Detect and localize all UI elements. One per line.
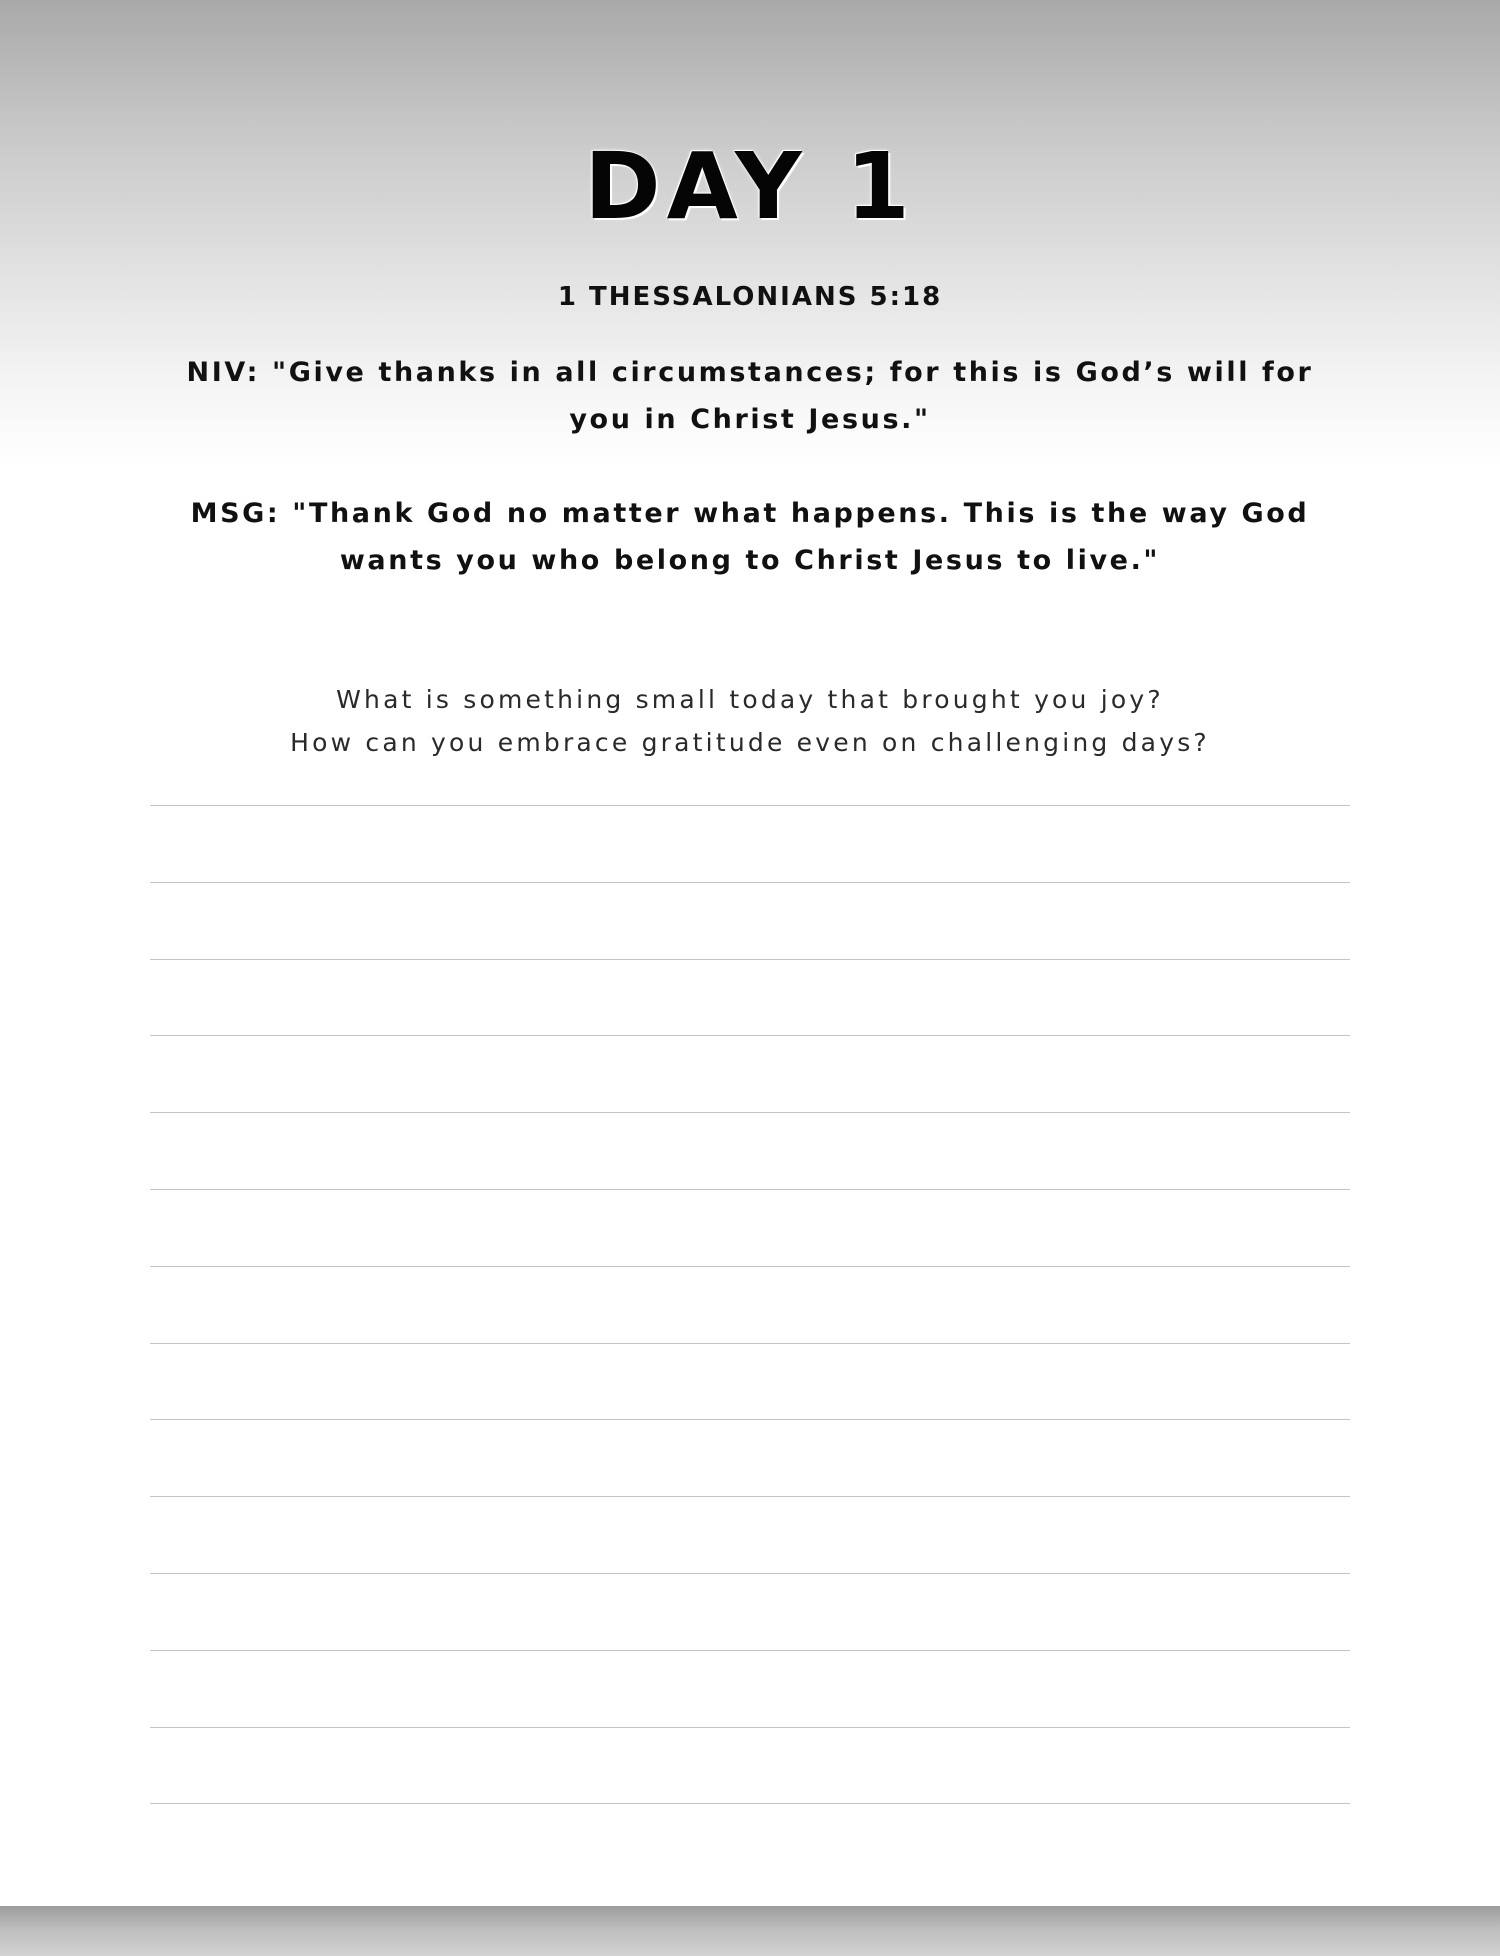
footer-band bbox=[0, 1906, 1500, 1956]
writing-line bbox=[150, 805, 1350, 806]
verse-niv: NIV: "Give thanks in all circumstances; for this is God’s will for you in Christ Jesus." bbox=[186, 357, 1314, 435]
writing-line bbox=[150, 1573, 1350, 1574]
page-title: DAY 1 bbox=[584, 133, 916, 240]
reflection-prompt: What is something small today that brought you joy? bbox=[336, 685, 1164, 714]
writing-line bbox=[150, 1496, 1350, 1497]
writing-line bbox=[150, 1343, 1350, 1344]
writing-line bbox=[150, 1112, 1350, 1113]
writing-line bbox=[150, 1189, 1350, 1190]
writing-line bbox=[150, 1803, 1350, 1804]
writing-lines-area[interactable] bbox=[150, 0, 1350, 1956]
writing-line bbox=[150, 1727, 1350, 1728]
scripture-reference: 1 THESSALONIANS 5:18 bbox=[557, 282, 943, 312]
writing-line bbox=[150, 1650, 1350, 1651]
writing-line bbox=[150, 1266, 1350, 1267]
verse-msg: MSG: "Thank God no matter what happens. This is the way God wants you who belong to Christ Jesus to live." bbox=[190, 498, 1310, 576]
reflection-prompt: How can you embrace gratitude even on challenging days? bbox=[290, 728, 1210, 757]
writing-line bbox=[150, 1419, 1350, 1420]
writing-line bbox=[150, 882, 1350, 883]
writing-line bbox=[150, 1035, 1350, 1036]
writing-line bbox=[150, 959, 1350, 960]
